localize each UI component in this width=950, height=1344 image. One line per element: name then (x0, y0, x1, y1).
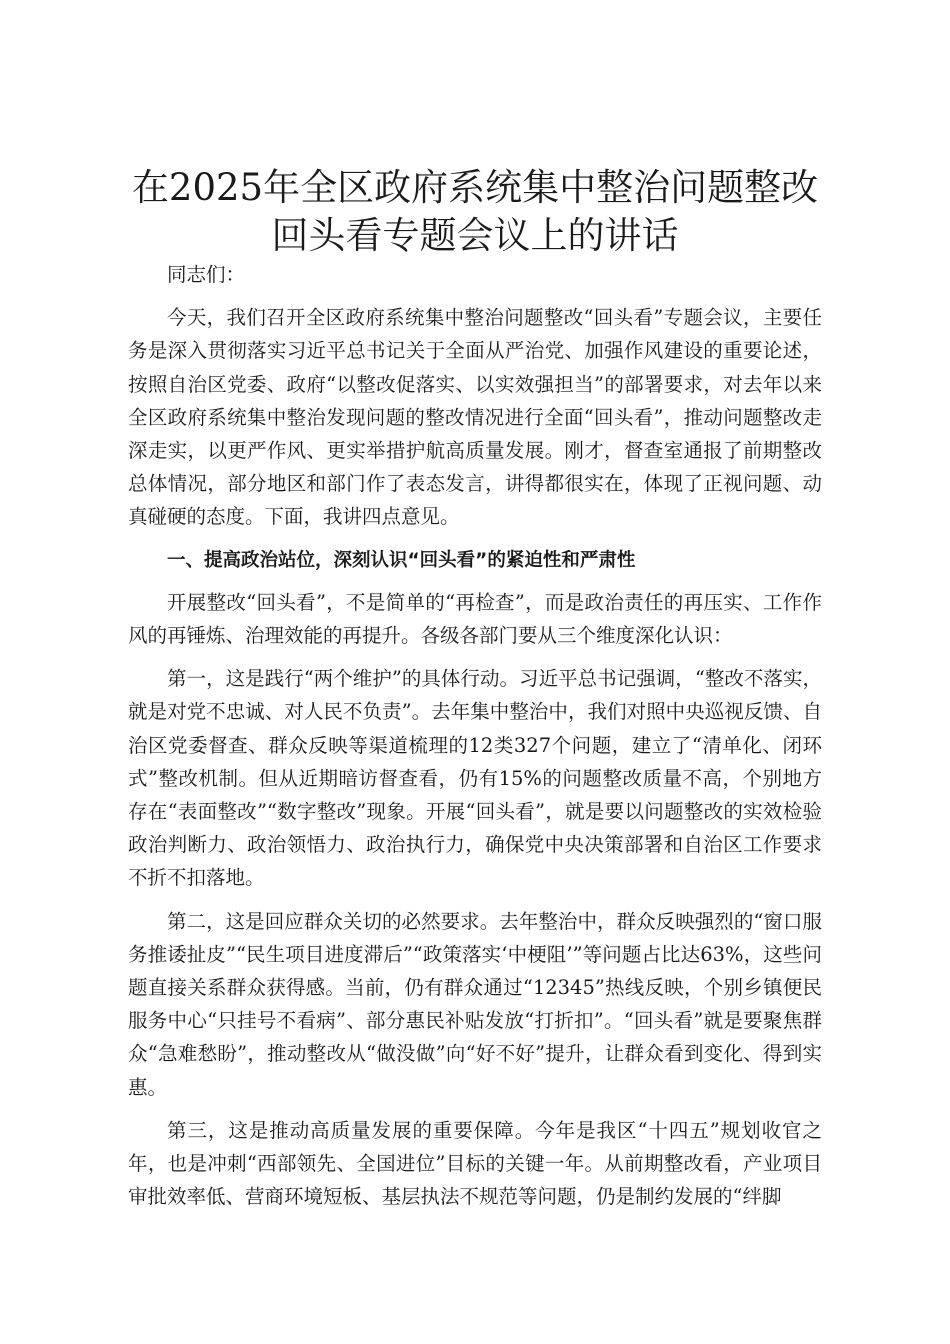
document-title: 在2025年全区政府系统集中整治问题整改回头看专题会议上的讲话 (131, 166, 819, 257)
point-1-paragraph: 第一，这是践行“两个维护”的具体行动。习近平总书记强调，“整改不落实，就是对党不忠诚、对人民不负责”。去年集中整治中，我们对照中央巡视反馈、自治区党委督查、群众反映等渠道梳理的12类327个问题，建立了“清单化、闭环式”整改机制。但从近期暗访督查看，仍有15%的问题整改质量不高，个别地方存在“表面整改”“数字整改”现象。开展“回头看”，就是要以问题整改的实效检验政治判断力、政治领悟力、政治执行力，确保党中央决策部署和自治区工作要求不折不扣落地。 (128, 667, 822, 890)
point-2-paragraph: 第二，这是回应群众关切的必然要求。去年整治中，群众反映强烈的“窗口服务推诿扯皮”“民生项目进度滞后”“政策落实‘中梗阻’”等问题占比达63%，这些问题直接关系群众获得感。当前，仍有群众通过“12345”热线反映，个别乡镇便民服务中心“只挂号不看病”、部分惠民补贴发放“打折扣”。“回头看”就是要聚焦群众“急难愁盼”，推动整改从“做没做”向“好不好”提升，让群众看到变化、得到实惠。 (128, 909, 822, 1099)
point-3-paragraph: 第三，这是推动高质量发展的重要保障。今年是我区“十四五”规划收官之年，也是冲刺“西部领先、全国进位”目标的关键一年。从前期整改看，产业项目审批效率低、营商环境短板、基层执法不规范等问题，仍是制约发展的“绊脚 (128, 1118, 822, 1209)
salutation: 同志们： (167, 263, 246, 286)
section-heading-1: 一、提高政治站位，深刻认识“回头看”的紧迫性和严肃性 (167, 549, 636, 571)
document-body (128, 258, 822, 1223)
section1-intro-paragraph: 开展整改“回头看”，不是简单的“再检查”，而是政治责任的再压实、工作作风的再锤炼、治理效能的再提升。各级各部门要从三个维度深化认识： (128, 590, 822, 648)
intro-paragraph: 今天，我们召开全区政府系统集中整治问题整改“回头看”专题会议，主要任务是深入贯彻落实习近平总书记关于全面从严治党、加强作风建设的重要论述，按照自治区党委、政府“以整改促落实、以实效强担当”的部署要求，对去年以来全区政府系统集中整治发现问题的整改情况进行全面“回头看”，推动问题整改走深走实，以更严作风、更实举措护航高质量发展。刚才，督查室通报了前期整改总体情况，部分地区和部门作了表态发言，讲得都很实在，体现了正视问题、动真碰硬的态度。下面，我讲四点意见。 (128, 306, 822, 529)
